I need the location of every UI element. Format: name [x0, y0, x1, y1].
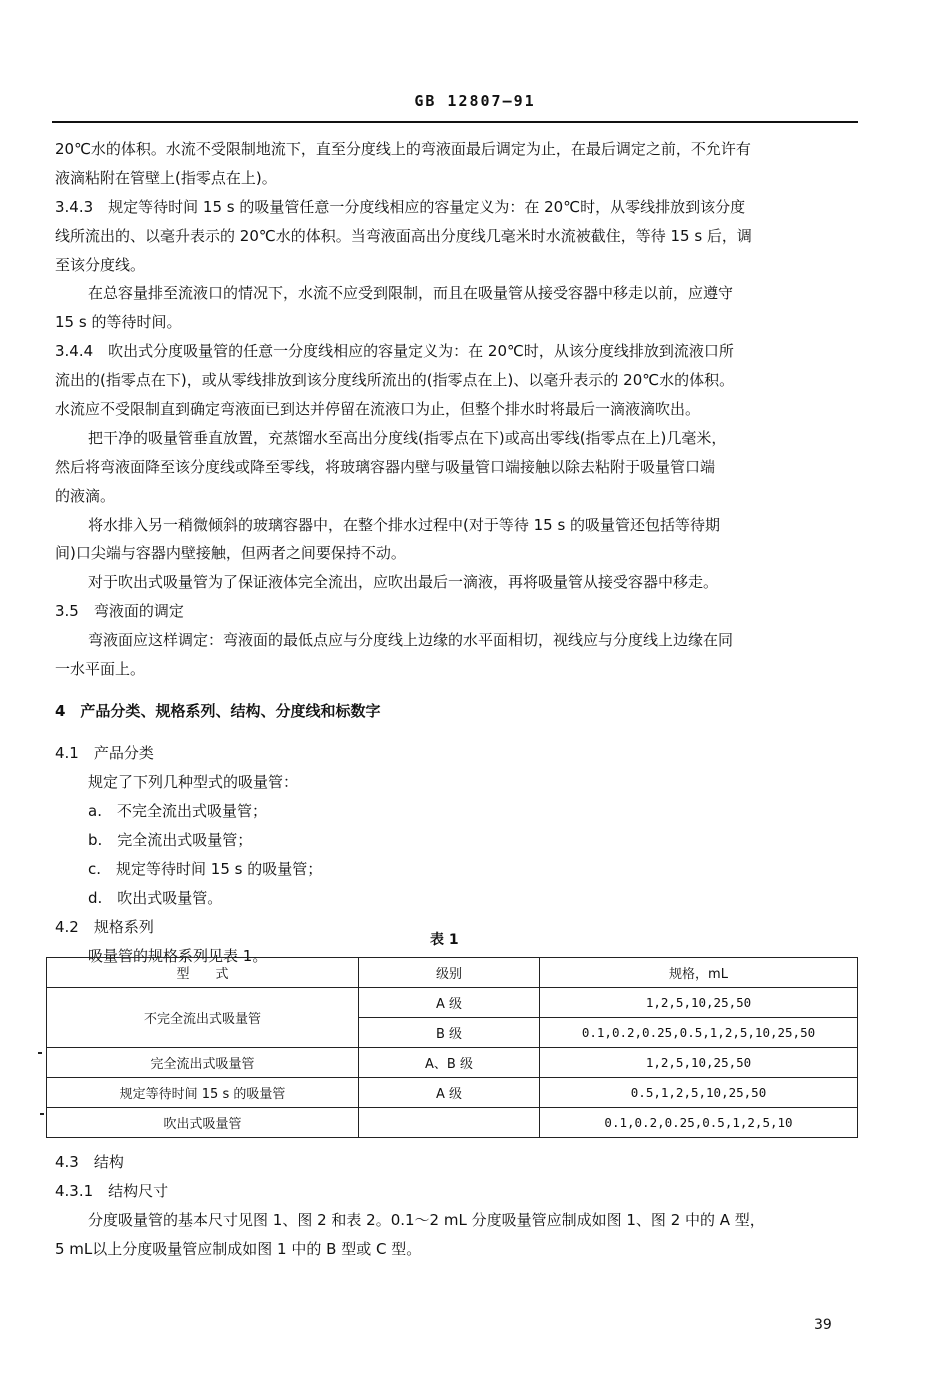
header-cell: 型 式 — [47, 958, 359, 988]
text-line: 分度吸量管的基本尺寸见图 1、图 2 和表 2。0.1～2 mL 分度吸量管应制成如图 1、图 2 中的 A 型， — [88, 1211, 765, 1229]
clause-4-3-heading: 4.3 结构 — [55, 1153, 124, 1171]
scan-mark — [38, 1052, 42, 1054]
list-item: c. 规定等待时间 15 s 的吸量管； — [88, 860, 323, 878]
text-line: 流出的(指零点在下)，或从零线排放到该分度线所流出的(指零点在上)、以毫升表示的 20℃水的体积。 — [55, 371, 735, 389]
table-row — [47, 1048, 858, 1078]
list-item: b. 完全流出式吸量管； — [88, 831, 253, 849]
text-line: 一水平面上。 — [55, 660, 146, 678]
table-row — [47, 1108, 858, 1138]
header-cell: 规格，mL — [540, 958, 858, 988]
text-line: 然后将弯液面降至该分度线或降至零线，将玻璃容器内壁与吸量管口端接触以除去粘附于吸量管口端 — [55, 458, 716, 476]
scan-mark — [40, 1113, 44, 1115]
table-caption: 表 1 — [430, 932, 459, 948]
clause-4-3-1-heading: 4.3.1 结构尺寸 — [55, 1182, 169, 1200]
text-line: 吸量管的规格系列见表 1。 — [88, 947, 268, 965]
grade-cell: B 级 — [359, 1018, 540, 1048]
grade-cell — [359, 1108, 540, 1138]
text-line: 将水排入另一稍微倾斜的玻璃容器中，在整个排水过程中(对于等待 15 s 的吸量管还包括等待期 — [88, 516, 721, 534]
text-line: 水流应不受限制直到确定弯液面已到达并停留在流液口为止，但整个排水时将最后一滴液滴吹出。 — [55, 400, 701, 418]
text-line: 把干净的吸量管垂直放置，充蒸馏水至高出分度线(指零点在下)或高出零线(指零点在上)几毫米， — [88, 429, 727, 447]
grade-cell: A 级 — [359, 1078, 540, 1108]
clause-3-4-3: 3.4.3 规定等待时间 15 s 的吸量管任意一分度线相应的容量定义为：在 20℃时，从零线排放到该分度 — [55, 198, 746, 216]
text-line: 对于吹出式吸量管为了保证液体完全流出，应吹出最后一滴液，再将吸量管从接受容器中移走。 — [88, 573, 719, 591]
spec-cell: 1,2,5,10,25,50 — [540, 988, 858, 1018]
type-cell: 不完全流出式吸量管 — [47, 988, 359, 1048]
text-line: 间)口尖端与容器内壁接触，但两者之间要保持不动。 — [55, 544, 406, 562]
type-cell: 完全流出式吸量管 — [47, 1048, 359, 1078]
clause-4-1-heading: 4.1 产品分类 — [55, 744, 154, 762]
table-header-row — [47, 958, 858, 988]
text-line: 的液滴。 — [55, 487, 116, 505]
text-line: 20℃水的体积。水流不受限制地流下，直至分度线上的弯液面最后调定为止，在最后调定之前，不允许有 — [55, 140, 751, 158]
spec-cell: 1,2,5,10,25,50 — [540, 1048, 858, 1078]
list-item: a. 不完全流出式吸量管； — [88, 802, 267, 820]
spec-cell: 0.1,0.2,0.25,0.5,1,2,5,10 — [540, 1108, 858, 1138]
text-line: 至该分度线。 — [55, 256, 146, 274]
clause-3-4-4: 3.4.4 吹出式分度吸量管的任意一分度线相应的容量定义为：在 20℃时，从该分度线排放到流液口所 — [55, 342, 734, 360]
section-4-heading: 4 产品分类、规格系列、结构、分度线和标数字 — [55, 702, 381, 720]
grade-cell: A 级 — [359, 988, 540, 1018]
text-line: 5 mL以上分度吸量管应制成如图 1 中的 B 型或 C 型。 — [55, 1240, 422, 1258]
spec-cell: 0.1,0.2,0.25,0.5,1,2,5,10,25,50 — [540, 1018, 858, 1048]
header-rule — [52, 121, 858, 123]
grade-cell: A、B 级 — [359, 1048, 540, 1078]
spec-table — [46, 957, 858, 1138]
type-cell: 规定等待时间 15 s 的吸量管 — [47, 1078, 359, 1108]
page-number: 39 — [814, 1317, 832, 1333]
type-cell: 吹出式吸量管 — [47, 1108, 359, 1138]
clause-4-2-heading: 4.2 规格系列 — [55, 918, 154, 936]
text-line: 规定了下列几种型式的吸量管： — [88, 773, 299, 791]
text-line: 在总容量排至流液口的情况下，水流不应受到限制，而且在吸量管从接受容器中移走以前，应遵守 — [88, 284, 734, 302]
header-cell: 级别 — [359, 958, 540, 988]
list-item: d. 吹出式吸量管。 — [88, 889, 223, 907]
text-line: 液滴粘附在管壁上(指零点在上)。 — [55, 169, 277, 187]
table-row — [47, 988, 858, 1018]
text-line: 弯液面应这样调定：弯液面的最低点应与分度线上边缘的水平面相切，视线应与分度线上边缘在同 — [88, 631, 734, 649]
clause-3-5-heading: 3.5 弯液面的调定 — [55, 602, 184, 620]
text-line: 线所流出的、以毫升表示的 20℃水的体积。当弯液面高出分度线几毫米时水流被截住，等待 15 s 后，调 — [55, 227, 752, 245]
standard-header: GB 12807—91 — [414, 92, 536, 110]
table-row — [47, 1078, 858, 1108]
spec-cell: 0.5,1,2,5,10,25,50 — [540, 1078, 858, 1108]
text-line: 15 s 的等待时间。 — [55, 313, 182, 331]
